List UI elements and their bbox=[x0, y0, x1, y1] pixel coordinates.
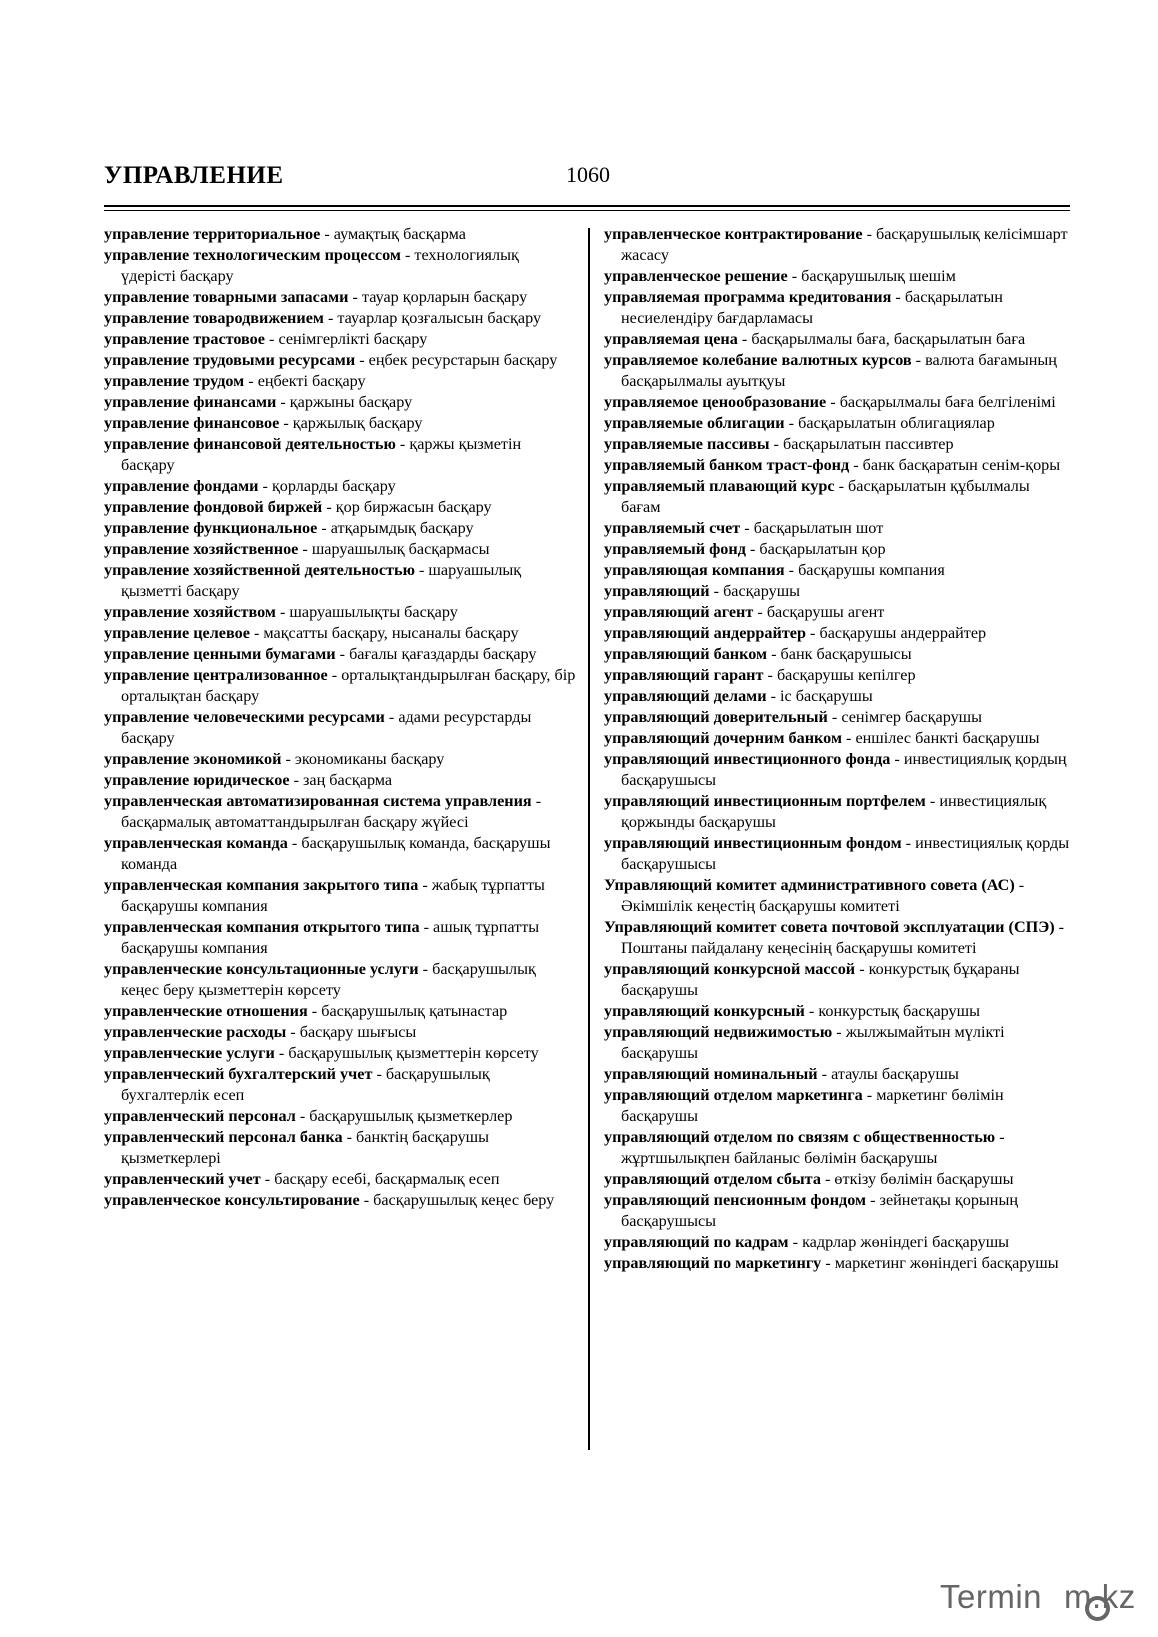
entry-separator: - bbox=[821, 1254, 835, 1272]
dictionary-entry bbox=[604, 224, 1070, 266]
dictionary-entry bbox=[604, 791, 1070, 833]
entry-term: управление технологическим процессом bbox=[104, 246, 401, 264]
entry-separator: - bbox=[787, 267, 802, 285]
dictionary-entry bbox=[104, 287, 576, 308]
entry-translation: мақсатты басқару, нысаналы басқару bbox=[263, 624, 519, 642]
dictionary-entry bbox=[604, 1001, 1070, 1022]
dictionary-entry bbox=[604, 623, 1070, 644]
entry-separator: - bbox=[295, 1107, 310, 1125]
entry-separator: - bbox=[805, 624, 820, 642]
dictionary-entry bbox=[604, 917, 1070, 959]
entry-separator: - bbox=[890, 750, 904, 768]
entry-translation: басқарушылық қызметтерін көрсету bbox=[288, 1044, 539, 1062]
dictionary-entry bbox=[604, 329, 1070, 350]
entry-term: управленческое консультирование bbox=[104, 1191, 360, 1209]
entry-term: управляющий дочерним банком bbox=[604, 729, 842, 747]
header-rule-thin bbox=[104, 210, 1070, 211]
entry-separator: - bbox=[320, 225, 334, 243]
entry-translation: конкурстық бұқараны басқарушы bbox=[621, 960, 1020, 999]
entry-term: управленческое решение bbox=[604, 267, 788, 285]
entry-separator: - bbox=[286, 1023, 300, 1041]
entry-term: управляющий отделом сбыта bbox=[604, 1170, 821, 1188]
entry-separator: - bbox=[740, 519, 754, 537]
entry-translation: шаруашылық қызметті басқару bbox=[121, 561, 522, 600]
entry-separator: - bbox=[258, 477, 272, 495]
entry-translation: атаулы басқарушы bbox=[831, 1065, 959, 1083]
entry-separator: - bbox=[342, 1128, 357, 1146]
entry-separator: - bbox=[335, 645, 350, 663]
entry-separator: - bbox=[788, 1233, 803, 1251]
entry-separator: - bbox=[925, 792, 940, 810]
dictionary-entry bbox=[104, 1127, 576, 1169]
entry-term: управляемое ценообразование bbox=[604, 393, 827, 411]
dictionary-entry bbox=[104, 959, 576, 1001]
entry-term: управляемое колебание валютных курсов bbox=[604, 351, 912, 369]
dictionary-entry bbox=[604, 539, 1070, 560]
entry-term: управление трудовыми ресурсами bbox=[104, 351, 356, 369]
entry-translation: басқарылатын шот bbox=[753, 519, 884, 537]
entry-term: управляющий номинальный bbox=[604, 1065, 818, 1083]
entry-term: управление централизованное bbox=[104, 666, 328, 684]
entry-translation: Әкімшілік кеңестің басқарушы комитеті bbox=[621, 897, 900, 915]
dictionary-entry bbox=[604, 581, 1070, 602]
entry-translation: заң басқарма bbox=[303, 771, 393, 789]
entry-term: управленческие отношения bbox=[104, 1002, 308, 1020]
entry-term: управляющий конкурсной массой bbox=[604, 960, 856, 978]
entry-term: управленческая команда bbox=[104, 834, 288, 852]
dictionary-entry bbox=[604, 959, 1070, 1001]
entry-translation: бағалы қағаздарды басқару bbox=[349, 645, 537, 663]
entry-separator: - bbox=[737, 330, 752, 348]
entry-term: управление целевое bbox=[104, 624, 250, 642]
entry-separator: - bbox=[855, 960, 869, 978]
dictionary-entry bbox=[104, 791, 576, 833]
entry-term: управление территориальное bbox=[104, 225, 321, 243]
entry-translation: басқарушылық шешім bbox=[801, 267, 956, 285]
dictionary-entry bbox=[104, 1022, 576, 1043]
dictionary-entry bbox=[104, 770, 576, 791]
entry-term: управление фондами bbox=[104, 477, 259, 495]
entry-separator: - bbox=[827, 708, 842, 726]
entry-term: управление финансами bbox=[104, 393, 277, 411]
entry-translation: басқару есебі, басқармалық есеп bbox=[274, 1170, 500, 1188]
dictionary-entry bbox=[604, 1127, 1070, 1169]
dictionary-entry bbox=[604, 1085, 1070, 1127]
entry-term: управление трастовое bbox=[104, 330, 265, 348]
entry-term: управление фондовой биржей bbox=[104, 498, 323, 516]
dictionary-entry bbox=[604, 1253, 1070, 1274]
entry-term: управление экономикой bbox=[104, 750, 282, 768]
entry-separator: - bbox=[866, 1191, 880, 1209]
entry-separator: - bbox=[249, 624, 264, 642]
entry-translation: шаруашылық басқармасы bbox=[311, 540, 490, 558]
entry-separator: - bbox=[264, 330, 279, 348]
dictionary-entry bbox=[104, 623, 576, 644]
entry-separator: - bbox=[298, 540, 312, 558]
dictionary-entry bbox=[104, 245, 576, 287]
entry-translation: қорларды басқару bbox=[271, 477, 396, 495]
entry-translation: басқарушылық команда, басқарушы команда bbox=[121, 834, 551, 873]
entry-translation: ашық тұрпатты басқарушы компания bbox=[121, 918, 540, 957]
entry-translation: инвестициялық қоржынды басқарушы bbox=[621, 792, 1047, 831]
entry-translation: инвестициялық қорды басқарушысы bbox=[621, 834, 1070, 873]
entry-separator: - bbox=[307, 1002, 322, 1020]
entry-translation: валюта бағамының басқарылмалы ауытқуы bbox=[621, 351, 1057, 390]
entry-separator: - bbox=[348, 288, 362, 306]
entry-separator: - bbox=[414, 561, 429, 579]
entry-term: управляемые пассивы bbox=[604, 435, 770, 453]
dictionary-entry bbox=[104, 1043, 576, 1064]
entry-term: управляющий андеррайтер bbox=[604, 624, 806, 642]
entry-translation: басқарылмалы баға белгіленімі bbox=[839, 393, 1056, 411]
dictionary-entry bbox=[604, 1064, 1070, 1085]
entry-term: управленческий учет bbox=[104, 1170, 261, 1188]
entry-term: управление человеческими ресурсами bbox=[104, 708, 385, 726]
entry-term: управленческая компания закрытого типа bbox=[104, 876, 419, 894]
entry-translation: кадрлар жөніндегі басқарушы bbox=[802, 1233, 1010, 1251]
entry-translation: қаржы қызметін басқару bbox=[121, 435, 522, 474]
entry-separator: - bbox=[400, 246, 415, 264]
entry-term: управляющий агент bbox=[604, 603, 754, 621]
entry-term: управление хозяйственной деятельностью bbox=[104, 561, 415, 579]
entry-term: Управляющий комитет совета почтовой эксплуатации (СПЭ) bbox=[604, 918, 1055, 936]
entry-term: управленческие консультационные услуги bbox=[104, 960, 419, 978]
entry-separator: - bbox=[763, 666, 777, 684]
entry-term: управление ценными бумагами bbox=[104, 645, 336, 663]
entry-separator: - bbox=[281, 750, 295, 768]
entry-separator: - bbox=[995, 1128, 1005, 1146]
entry-term: управление финансовой деятельностью bbox=[104, 435, 396, 453]
entry-translation: конкурстық басқарушы bbox=[818, 1002, 980, 1020]
entry-translation: шаруашылықты басқару bbox=[289, 603, 458, 621]
entry-term: управляемая цена bbox=[604, 330, 738, 348]
dictionary-entry bbox=[604, 287, 1070, 329]
dictionary-entry bbox=[604, 476, 1070, 518]
entry-term: управляющий отделом по связям с общественностью bbox=[604, 1128, 996, 1146]
entry-term: управленческая компания открытого типа bbox=[104, 918, 420, 936]
entry-translation: қор биржасын басқару bbox=[335, 498, 492, 516]
entry-translation: басқару шығысы bbox=[299, 1023, 417, 1041]
entry-separator: - bbox=[891, 288, 905, 306]
entry-translation: басқарушылық бухгалтерлік есеп bbox=[121, 1065, 490, 1104]
dictionary-entry bbox=[104, 665, 576, 707]
entry-translation: жұртшылықпен байланыс бөлімін басқарушы bbox=[621, 1149, 938, 1167]
entry-separator: - bbox=[769, 435, 783, 453]
entry-translation: еңбек ресурстарын басқару bbox=[368, 351, 558, 369]
dictionary-entry bbox=[104, 371, 576, 392]
dictionary-entry bbox=[104, 1169, 576, 1190]
entry-term: управленческие услуги bbox=[104, 1044, 275, 1062]
entry-translation: басқарылатын құбылмалы бағам bbox=[621, 477, 1030, 516]
entry-translation: аумақтық басқарма bbox=[333, 225, 466, 243]
dictionary-entry bbox=[604, 749, 1070, 791]
dictionary-entry bbox=[604, 875, 1070, 917]
entry-term: управляющий инвестиционным фондом bbox=[604, 834, 902, 852]
entry-separator: - bbox=[372, 1065, 386, 1083]
entry-translation: іс басқарушы bbox=[780, 687, 873, 705]
header-rule-thick bbox=[104, 205, 1070, 207]
entry-translation: басқармалық автоматтандырылған басқару жүйесі bbox=[121, 813, 469, 831]
entry-term: управляющий доверительный bbox=[604, 708, 828, 726]
entry-separator: - bbox=[862, 1086, 877, 1104]
dictionary-entry bbox=[104, 539, 576, 560]
entry-translation: банк басқарушысы bbox=[780, 645, 912, 663]
dictionary-entry bbox=[604, 392, 1070, 413]
entry-translation: тауар қорларын басқару bbox=[361, 288, 528, 306]
entry-term: управление товародвижением bbox=[104, 309, 324, 327]
entry-term: управление хозяйством bbox=[104, 603, 276, 621]
entry-separator: - bbox=[323, 309, 338, 327]
entry-separator: - bbox=[419, 918, 434, 936]
entry-term: управляемый плавающий курс bbox=[604, 477, 835, 495]
entry-separator: - bbox=[359, 1191, 374, 1209]
entry-translation: тауарлар қозғалысын басқару bbox=[337, 309, 542, 327]
entry-separator: - bbox=[841, 729, 856, 747]
logo-text-end: m.kz bbox=[1064, 1578, 1136, 1615]
entry-term: управляющий недвижимостью bbox=[604, 1023, 833, 1041]
entry-term: управленческая автоматизированная система управления bbox=[104, 792, 532, 810]
entry-term: управляемый счет bbox=[604, 519, 741, 537]
dictionary-entry bbox=[104, 644, 576, 665]
entry-term: управление хозяйственное bbox=[104, 540, 299, 558]
entry-translation: басқарушылық қызметкерлер bbox=[309, 1107, 513, 1125]
dictionary-entry bbox=[104, 833, 576, 875]
entry-translation: басқарылатын пассивтер bbox=[782, 435, 954, 453]
entry-translation: басқарушы bbox=[723, 582, 801, 600]
entry-separator: - bbox=[767, 645, 781, 663]
entry-separator: - bbox=[804, 1002, 819, 1020]
dictionary-entry bbox=[604, 560, 1070, 581]
dictionary-entry bbox=[104, 329, 576, 350]
entry-term: управляющий конкурсный bbox=[604, 1002, 805, 1020]
dictionary-entry bbox=[604, 1022, 1070, 1064]
entry-term: Управляющий комитет административного совета (АС) bbox=[604, 876, 1015, 894]
logo-text-start: Termin bbox=[940, 1578, 1043, 1615]
column-divider bbox=[588, 228, 590, 1450]
entry-separator: - bbox=[322, 498, 336, 516]
entry-term: управленческий персонал bbox=[104, 1107, 296, 1125]
entry-translation: басқарушылық кеңес беру bbox=[373, 1191, 555, 1209]
entry-translation: сенімгерлікті басқару bbox=[278, 330, 428, 348]
dictionary-entry bbox=[604, 686, 1070, 707]
entry-separator: - bbox=[834, 477, 849, 495]
entry-translation: басқарушылық келісімшарт жасасу bbox=[621, 225, 1068, 264]
entry-translation: маркетинг бөлімін басқарушы bbox=[621, 1086, 1004, 1125]
dictionary-entry bbox=[104, 602, 576, 623]
entry-term: управляемые облигации bbox=[604, 414, 785, 432]
running-head: УПРАВЛЕНИЕ bbox=[104, 162, 284, 189]
entry-translation: басқарылатын қор bbox=[759, 540, 886, 558]
dictionary-entry bbox=[104, 434, 576, 476]
entry-term: управленческий персонал банка bbox=[104, 1128, 343, 1146]
entry-term: управляющий гарант bbox=[604, 666, 764, 684]
dictionary-entry bbox=[104, 1001, 576, 1022]
entry-translation: қаржылық басқару bbox=[292, 414, 423, 432]
entry-separator: - bbox=[745, 540, 760, 558]
entry-term: управленческие расходы bbox=[104, 1023, 287, 1041]
entry-separator: - bbox=[1054, 918, 1065, 936]
entry-translation: Поштаны пайдалану кеңесінің басқарушы комитеті bbox=[621, 939, 977, 957]
dictionary-entry bbox=[604, 728, 1070, 749]
entry-term: управление юридическое bbox=[104, 771, 290, 789]
entry-separator: - bbox=[820, 1170, 835, 1188]
dictionary-entry bbox=[604, 350, 1070, 392]
entry-separator: - bbox=[784, 561, 799, 579]
entry-translation: басқарылатын несиелендіру бағдарламасы bbox=[621, 288, 1003, 327]
entry-translation: атқарымдық басқару bbox=[330, 519, 474, 537]
dictionary-entry bbox=[104, 518, 576, 539]
dictionary-entry bbox=[604, 1190, 1070, 1232]
entry-translation: экономиканы басқару bbox=[294, 750, 445, 768]
entry-translation: маркетинг жөніндегі басқарушы bbox=[834, 1254, 1059, 1272]
entry-translation: қаржыны басқару bbox=[289, 393, 413, 411]
dictionary-entry bbox=[104, 476, 576, 497]
entry-translation: басқарылмалы баға, басқарылатын баға bbox=[751, 330, 1026, 348]
entry-separator: - bbox=[384, 708, 399, 726]
dictionary-entry bbox=[104, 224, 576, 245]
entry-translation: басқарушы компания bbox=[798, 561, 945, 579]
dictionary-entry bbox=[604, 644, 1070, 665]
entry-term: управленческий бухгалтерский учет bbox=[104, 1065, 373, 1083]
entry-translation: басқарушы агент bbox=[766, 603, 885, 621]
entry-translation: өткізу бөлімін басқарушы bbox=[834, 1170, 1014, 1188]
entry-translation: банктің басқарушы қызметкерлері bbox=[121, 1128, 490, 1167]
entry-separator: - bbox=[766, 687, 781, 705]
dictionary-entry bbox=[604, 1169, 1070, 1190]
entry-separator: - bbox=[784, 414, 799, 432]
entry-term: управляемый фонд bbox=[604, 540, 746, 558]
dictionary-entry bbox=[104, 413, 576, 434]
logo-ring-icon bbox=[1085, 1596, 1110, 1621]
left-column bbox=[104, 224, 576, 1211]
entry-separator: - bbox=[901, 834, 916, 852]
entry-separator: - bbox=[753, 603, 767, 621]
dictionary-entry bbox=[104, 917, 576, 959]
right-column bbox=[604, 224, 1070, 1274]
entry-separator: - bbox=[418, 960, 433, 978]
entry-term: управляющий отделом маркетинга bbox=[604, 1086, 863, 1104]
entry-translation: адами ресурстарды басқару bbox=[121, 708, 532, 747]
entry-translation: сенімгер басқарушы bbox=[841, 708, 983, 726]
dictionary-entry bbox=[104, 350, 576, 371]
entry-separator: - bbox=[276, 393, 290, 411]
entry-separator: - bbox=[826, 393, 840, 411]
entry-translation: технологиялық үдерісті басқару bbox=[121, 246, 519, 285]
entry-separator: - bbox=[1014, 876, 1025, 894]
dictionary-entry bbox=[604, 518, 1070, 539]
entry-translation: еңбекті басқару bbox=[257, 372, 366, 390]
entry-separator: - bbox=[849, 456, 863, 474]
entry-separator: - bbox=[862, 225, 877, 243]
entry-translation: жабық тұрпатты басқарушы компания bbox=[121, 876, 545, 915]
entry-translation: басқарушы андеррайтер bbox=[819, 624, 987, 642]
dictionary-entry bbox=[604, 602, 1070, 623]
entry-term: управляющий по маркетингу bbox=[604, 1254, 822, 1272]
dictionary-entry bbox=[604, 434, 1070, 455]
entry-separator: - bbox=[817, 1065, 832, 1083]
entry-term: управление финансовое bbox=[104, 414, 280, 432]
entry-separator: - bbox=[327, 666, 342, 684]
dictionary-entry bbox=[604, 707, 1070, 728]
entry-term: управление функциональное bbox=[104, 519, 318, 537]
dictionary-entry bbox=[104, 1106, 576, 1127]
entry-separator: - bbox=[395, 435, 410, 453]
dictionary-entry bbox=[604, 266, 1070, 287]
entry-separator: - bbox=[260, 1170, 275, 1188]
entry-translation: басқарылатын облигациялар bbox=[798, 414, 995, 432]
entry-separator: - bbox=[279, 414, 293, 432]
entry-term: управляющий банком bbox=[604, 645, 768, 663]
entry-term: управляющий инвестиционным портфелем bbox=[604, 792, 926, 810]
dictionary-entry bbox=[104, 875, 576, 917]
entry-separator: - bbox=[244, 372, 258, 390]
dictionary-entry bbox=[104, 707, 576, 749]
entry-separator: - bbox=[418, 876, 432, 894]
entry-translation: басқарушы кепілгер bbox=[776, 666, 916, 684]
entry-separator: - bbox=[832, 1023, 846, 1041]
entry-separator: - bbox=[355, 351, 369, 369]
entry-term: управление трудом bbox=[104, 372, 245, 390]
entry-separator: - bbox=[275, 603, 290, 621]
entry-translation: зейнетақы қорының басқарушысы bbox=[621, 1191, 1019, 1230]
entry-translation: жылжымайтын мүлікті басқарушы bbox=[621, 1023, 1005, 1062]
entry-term: управление товарными запасами bbox=[104, 288, 349, 306]
entry-term: управляемая программа кредитования bbox=[604, 288, 892, 306]
entry-term: управляющий делами bbox=[604, 687, 767, 705]
entry-translation: орталықтандырылған басқару, бір орталықтан басқару bbox=[121, 666, 576, 705]
entry-separator: - bbox=[274, 1044, 289, 1062]
entry-separator: - bbox=[317, 519, 331, 537]
termincom-logo bbox=[940, 1578, 1150, 1624]
dictionary-entry bbox=[104, 308, 576, 329]
dictionary-entry bbox=[104, 749, 576, 770]
dictionary-entry bbox=[104, 1190, 576, 1211]
dictionary-entry bbox=[604, 833, 1070, 875]
entry-term: управляющий bbox=[604, 582, 710, 600]
entry-translation: басқарушылық кеңес беру қызметтерін көрсету bbox=[121, 960, 536, 999]
dictionary-entry bbox=[604, 1232, 1070, 1253]
dictionary-entry bbox=[604, 665, 1070, 686]
entry-separator: - bbox=[287, 834, 302, 852]
entry-translation: басқарушылық қатынастар bbox=[321, 1002, 508, 1020]
entry-term: управляющий по кадрам bbox=[604, 1233, 789, 1251]
dictionary-entry bbox=[104, 497, 576, 518]
entry-term: управляющая компания bbox=[604, 561, 785, 579]
entry-translation: банк басқаратын сенім-қоры bbox=[862, 456, 1061, 474]
dictionary-entry bbox=[604, 413, 1070, 434]
dictionary-entry bbox=[104, 392, 576, 413]
entry-separator: - bbox=[709, 582, 724, 600]
dictionary-entry bbox=[104, 1064, 576, 1106]
entry-separator: - bbox=[911, 351, 926, 369]
dictionary-entry bbox=[604, 455, 1070, 476]
entry-separator: - bbox=[531, 792, 542, 810]
entry-term: управляющий инвестиционного фонда bbox=[604, 750, 891, 768]
entry-term: управляющий пенсионным фондом bbox=[604, 1191, 867, 1209]
entry-translation: еншілес банкті басқарушы bbox=[855, 729, 1040, 747]
page-number: 1060 bbox=[566, 162, 610, 187]
entry-translation: инвестициялық қордың басқарушысы bbox=[621, 750, 1067, 789]
entry-separator: - bbox=[289, 771, 303, 789]
dictionary-entry bbox=[104, 560, 576, 602]
entry-term: управленческое контрактирование bbox=[604, 225, 863, 243]
entry-term: управляемый банком траст-фонд bbox=[604, 456, 850, 474]
